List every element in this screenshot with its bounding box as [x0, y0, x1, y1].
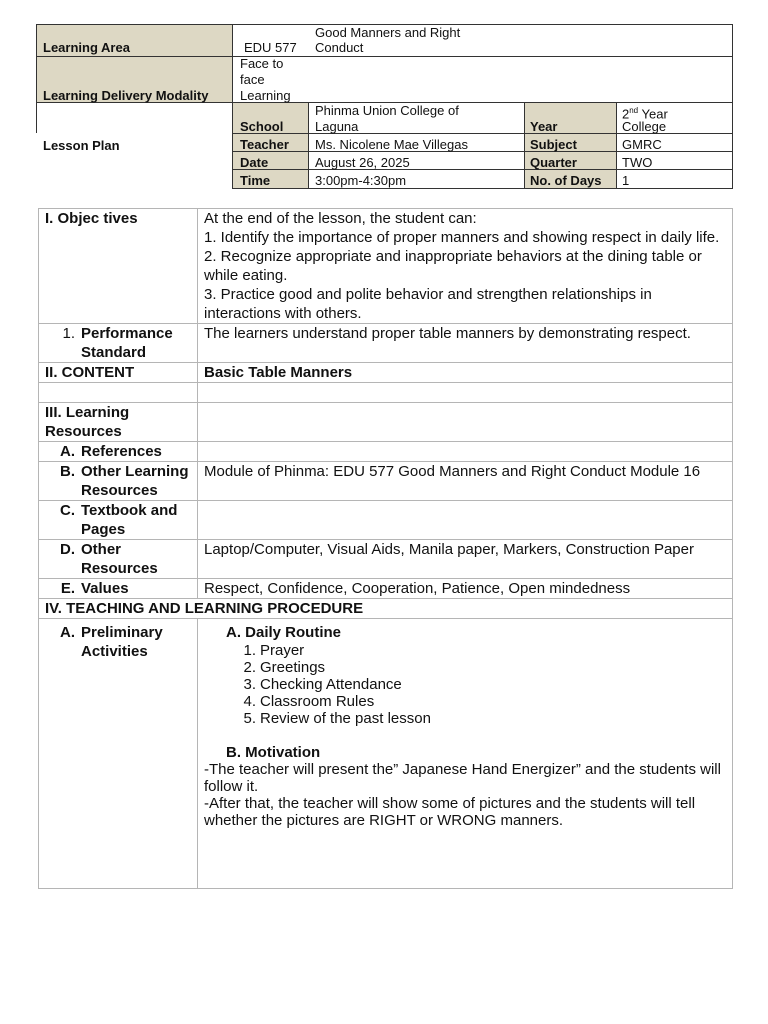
modality-line3: Learning — [240, 88, 291, 103]
content-label: II. CONTENT — [39, 363, 198, 383]
textbook-row — [39, 501, 733, 540]
year-suffix: nd — [629, 106, 639, 115]
empty-cell — [39, 383, 198, 403]
procedure-row — [39, 599, 733, 619]
other-resources-row — [39, 540, 733, 579]
year-line2: College — [622, 119, 667, 134]
empty-cell — [198, 403, 733, 442]
daily-routine-title: A. Daily Routine — [226, 624, 342, 641]
hline — [36, 56, 733, 57]
list-item-text: Checking Attendance — [260, 676, 402, 693]
list-item-text: Review of the past lesson — [260, 710, 431, 727]
vline — [524, 102, 525, 189]
values-label: Values — [81, 580, 129, 597]
performance-standard-row — [39, 324, 733, 363]
vline — [308, 102, 309, 189]
date-value: August 26, 2025 — [315, 155, 410, 170]
list-item — [204, 659, 726, 676]
teacher-value: Ms. Nicolene Mae Villegas — [315, 137, 468, 152]
preliminary-activities-label: Preliminary Activities — [81, 624, 163, 660]
list-number: 4. — [243, 693, 256, 710]
preliminary-activities-cell — [198, 619, 733, 889]
modality-line2: face — [240, 72, 265, 87]
school-line2: Laguna — [315, 119, 359, 134]
year-number: 2 — [622, 106, 630, 122]
lesson-header — [0, 0, 768, 200]
lesson-plan-label: Lesson Plan — [43, 138, 120, 153]
modality-line1: Face to — [240, 56, 284, 71]
objective-item: 2. Recognize appropriate and inappropriate behaviors at the dining table or while eating. — [204, 248, 702, 284]
subject-value: GMRC — [622, 137, 662, 152]
time-value: 3:00pm-4:30pm — [315, 173, 407, 188]
list-letter: B. — [60, 463, 75, 480]
values-value: Respect, Confidence, Cooperation, Patience, Open mindedness — [198, 579, 733, 599]
quarter-label: Quarter — [530, 155, 577, 170]
learning-area-label: Learning Area — [43, 40, 130, 55]
other-learning-resources-value: Module of Phinma: EDU 577 Good Manners and Right Conduct Module 16 — [198, 462, 733, 501]
other-resources-label: Other Resources — [81, 541, 158, 577]
list-item — [204, 710, 726, 727]
days-label: No. of Days — [530, 173, 602, 188]
performance-standard-label: Performance Standard — [81, 325, 173, 361]
textbook-label: Textbook and Pages — [81, 502, 178, 538]
objective-item: 1. Identify the importance of proper manners and showing respect in daily life. — [204, 229, 720, 246]
list-letter: A. — [60, 624, 75, 641]
daily-routine-list — [204, 642, 726, 727]
course-code: EDU 577 — [244, 40, 297, 55]
preliminary-activities-row — [39, 619, 733, 889]
empty-cell — [198, 501, 733, 540]
list-letter: C. — [60, 502, 75, 519]
year-label: Year — [530, 119, 558, 134]
other-resources-value: Laptop/Computer, Visual Aids, Manila paper, Markers, Construction Paper — [198, 540, 733, 579]
objective-item: 3. Practice good and polite behavior and strengthen relationships in interactions with others. — [204, 286, 652, 322]
list-number: 5. — [243, 710, 256, 727]
motivation-title: B. Motivation — [226, 744, 321, 761]
content-row — [39, 363, 733, 383]
content-value: Basic Table Manners — [198, 363, 733, 383]
performance-standard-label-cell — [39, 324, 198, 363]
preliminary-activities-label-cell — [39, 619, 198, 889]
textbook-label-cell — [39, 501, 198, 540]
motivation-text: -After that, the teacher will show some of pictures and the students will tell whether the pictures are RIGHT or WRONG manners. — [204, 795, 696, 829]
list-letter: A. — [60, 443, 75, 460]
list-number: 1. — [243, 642, 256, 659]
course-title-line2: Conduct — [315, 40, 364, 55]
list-item — [204, 642, 726, 659]
learning-resources-label: III. Learning Resources — [39, 403, 198, 442]
year-word: Year — [638, 106, 668, 122]
list-number: 3. — [243, 676, 256, 693]
quarter-value: TWO — [622, 155, 653, 170]
other-resources-label-cell — [39, 540, 198, 579]
references-label: References — [81, 443, 162, 460]
values-row — [39, 579, 733, 599]
list-letter: D. — [60, 541, 75, 558]
values-label-cell — [39, 579, 198, 599]
objectives-intro: At the end of the lesson, the student can: — [204, 210, 477, 227]
lesson-plan-table — [38, 208, 733, 889]
school-label: School — [240, 119, 284, 134]
vline — [732, 24, 733, 189]
references-label-cell — [39, 442, 198, 462]
list-item-text: Greetings — [260, 659, 326, 676]
empty-row — [39, 383, 733, 403]
empty-cell — [198, 383, 733, 403]
list-item — [204, 693, 726, 710]
list-item-text: Classroom Rules — [260, 693, 375, 710]
school-line1: Phinma Union College of — [315, 103, 459, 118]
date-label: Date — [240, 155, 269, 170]
vline — [616, 102, 617, 189]
days-value: 1 — [622, 173, 630, 188]
empty-cell — [198, 442, 733, 462]
references-row — [39, 442, 733, 462]
course-title-line1: Good Manners and Right — [315, 25, 461, 40]
performance-standard-value: The learners understand proper table manners by demonstrating respect. — [198, 324, 733, 363]
other-learning-resources-label: Other Learning Resources — [81, 463, 189, 499]
learning-resources-row — [39, 403, 733, 442]
time-label: Time — [240, 173, 271, 188]
subject-label: Subject — [530, 137, 577, 152]
motivation-text: -The teacher will present the” Japanese Hand Energizer” and the students will follow it. — [204, 761, 721, 795]
other-learning-resources-row — [39, 462, 733, 501]
objectives-cell — [198, 209, 733, 324]
objectives-row — [39, 209, 733, 324]
list-item — [204, 676, 726, 693]
vline — [232, 24, 233, 189]
teacher-label: Teacher — [240, 137, 289, 152]
list-number: 2. — [243, 659, 256, 676]
vline — [36, 24, 37, 133]
list-number: 1. — [62, 325, 75, 342]
list-letter: E. — [60, 580, 75, 597]
modality-label: Learning Delivery Modality — [43, 88, 209, 103]
list-item-text: Prayer — [260, 642, 305, 659]
other-learning-resources-label-cell — [39, 462, 198, 501]
objectives-label: I. Objec tives — [39, 209, 198, 324]
procedure-label: IV. TEACHING AND LEARNING PROCEDURE — [39, 599, 733, 619]
